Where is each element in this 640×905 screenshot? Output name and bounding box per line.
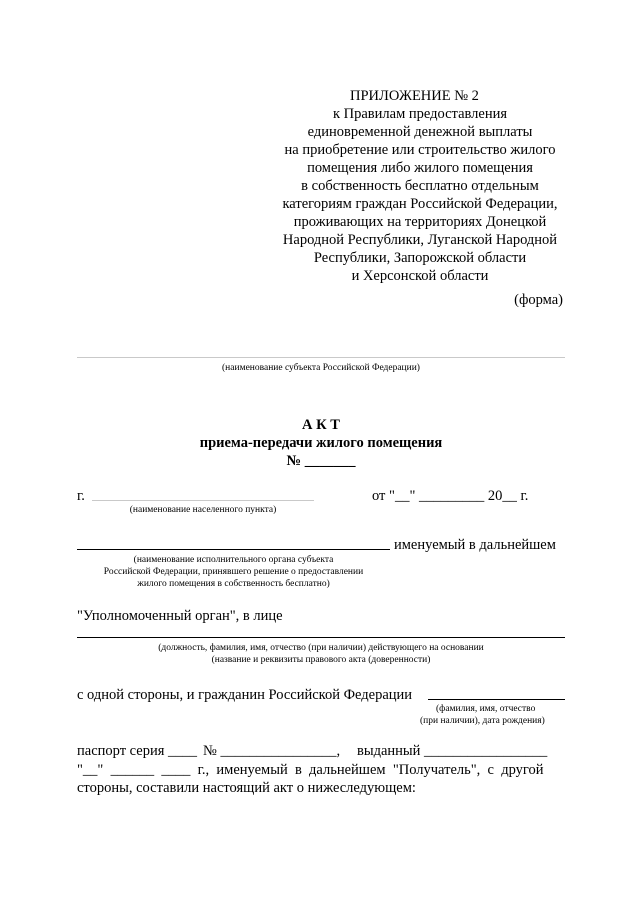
official-caption-line: (название и реквизиты правового акта (доверенности) xyxy=(211,655,431,665)
authority-caption-line: (наименование исполнительного органа субъекта xyxy=(133,555,334,565)
appendix-line: проживающих на территориях Донецкой xyxy=(293,214,547,230)
appendix-line: на приобретение или строительство жилого xyxy=(284,142,556,158)
city-caption: (наименование населенного пункта) xyxy=(129,505,277,515)
act-title: А К Т xyxy=(302,417,340,433)
passport-issued: выданный _________________ xyxy=(357,743,548,759)
appendix-line: к Правилам предоставления xyxy=(332,106,508,122)
date-field: от "__" _________ 20__ г. xyxy=(372,488,529,504)
act-subtitle: приема-передачи жилого помещения xyxy=(199,435,443,451)
subject-caption: (наименование субъекта Российской Федерации) xyxy=(222,363,420,373)
paragraph-line: стороны, составили настоящий акт о нижеследующем: xyxy=(77,780,416,796)
citizen-caption-line: (при наличии), дата рождения) xyxy=(420,716,545,726)
authority-name-line xyxy=(77,549,390,550)
appendix-title: ПРИЛОЖЕНИЕ № 2 xyxy=(350,88,479,104)
passport-number: № ________________, xyxy=(203,743,341,759)
appendix-line: и Херсонской области xyxy=(351,268,489,284)
passport-series: паспорт серия ____ xyxy=(77,743,198,759)
citizen-name-line xyxy=(428,699,565,700)
official-caption-line: (должность, фамилия, имя, отчество (при наличии) действующего на основании xyxy=(158,643,484,653)
citizen-caption-line: (фамилия, имя, отчество xyxy=(436,704,536,714)
city-line xyxy=(92,500,314,501)
form-label: (форма) xyxy=(514,292,563,308)
authority-name-text: "Уполномоченный орган", в лице xyxy=(77,608,283,624)
appendix-line: помещения либо жилого помещения xyxy=(307,160,533,176)
act-number: № _______ xyxy=(286,453,356,469)
authority-caption-line: жилого помещения в собственность бесплатно) xyxy=(137,579,330,589)
subject-name-line xyxy=(77,357,565,358)
official-line xyxy=(77,637,565,638)
appendix-line: Республики, Запорожской области xyxy=(313,250,527,266)
city-prefix: г. xyxy=(77,488,85,504)
appendix-line: единовременной денежной выплаты xyxy=(307,124,533,140)
appendix-line: в собственность бесплатно отдельным xyxy=(301,178,539,194)
paragraph-line: "__" ______ ____ г., именуемый в дальнейшем "Получатель", с другой xyxy=(77,762,544,778)
appendix-line: категориям граждан Российской Федерации, xyxy=(282,196,558,212)
citizen-text: с одной стороны, и гражданин Российской Федерации xyxy=(77,687,413,703)
hereinafter-text: именуемый в дальнейшем xyxy=(394,537,556,553)
appendix-line: Народной Республики, Луганской Народной xyxy=(282,232,558,248)
authority-caption-line: Российской Федерации, принявшего решение о предоставлении xyxy=(103,567,364,577)
